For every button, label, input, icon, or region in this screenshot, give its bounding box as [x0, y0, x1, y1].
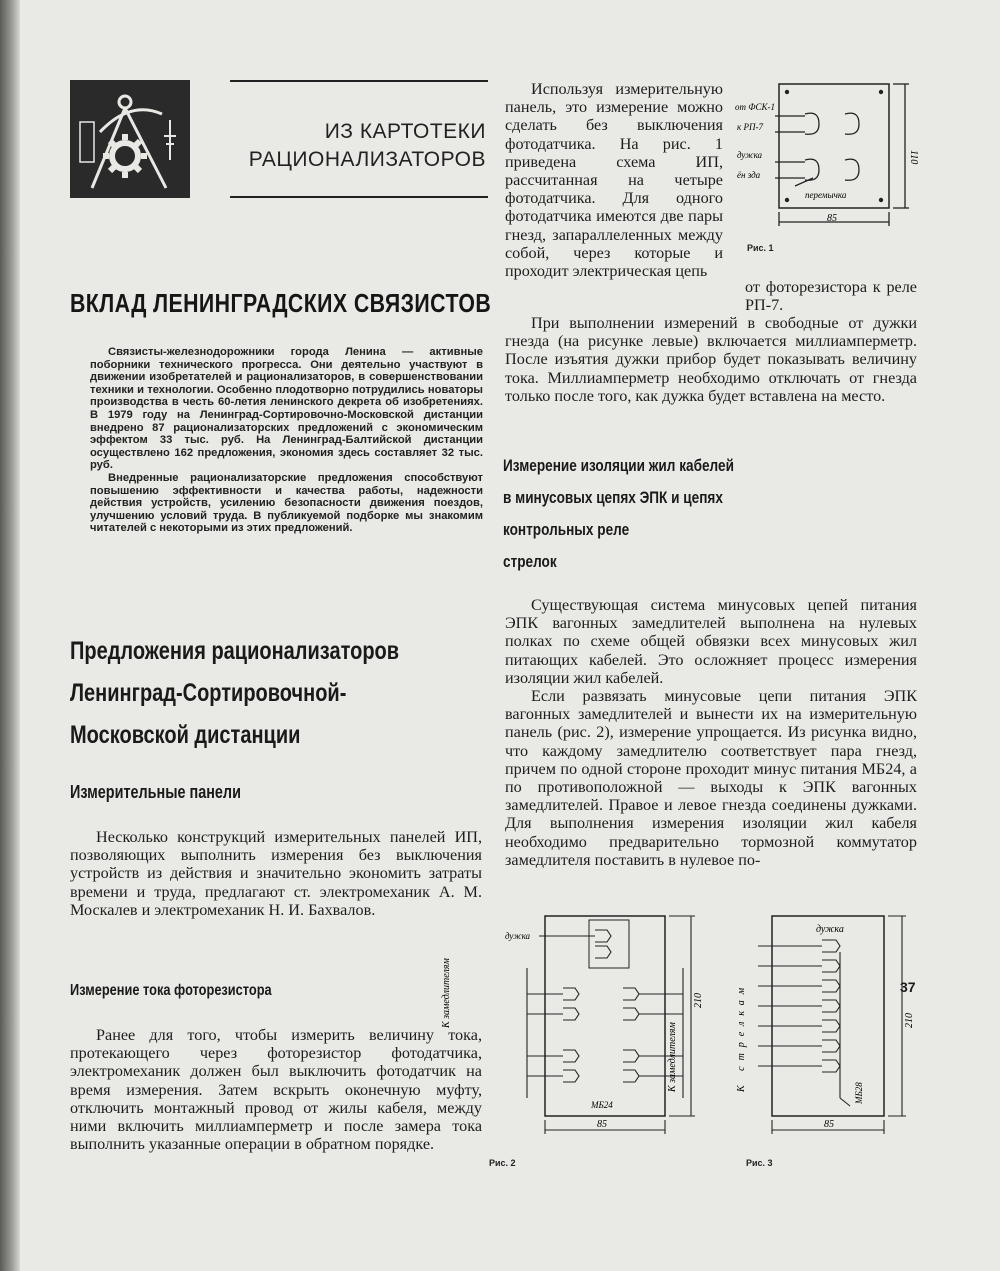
col2-paragraph-1: Используя измерительную панель, это измерение можно сделать без выключения фотодатчика. На рис. 1 приведена схема ИП, рассчитанная на четыре фотодатчика. Для одного фотодатчика имеются две пары гнезд, запараллеленных между собой, через которые и проходит электрическая цепь [505, 80, 723, 281]
fig1-label-dugka: дужка [737, 150, 763, 160]
figure-2-caption: Рис. 2 [489, 1158, 516, 1168]
figure-1-diagram [735, 80, 917, 240]
fig2-width-dimension: 85 [597, 1119, 607, 1130]
panels-paragraph: Несколько конструкций измерительных панелей ИП, позволяющих выполнить измерения без выключения устройств из действия и значительно экономить затраты времени и труда, предлагают ст. электромеханик А. М. Москалев и электромеханик Н. И. Бахвалов. [70, 828, 482, 919]
fig2-label-dugka: дужка [505, 931, 531, 941]
col2-paragraph-1-end: от фоторезистора к реле РП-7. [745, 278, 917, 315]
fig2-label-mb24: МБ24 [591, 1100, 613, 1110]
insulation-body [505, 596, 917, 869]
fig1-label-jumper: перемычка [805, 190, 847, 200]
header-rule-bottom [230, 196, 488, 198]
photoresistor-body [70, 1026, 482, 1153]
lead-paragraph-2: Внедренные рационализаторские предложения способствуют повышению эффективности и качества работы, надежности действия устройств, усилению безопасности движения поездов, улучшению условий труда. В публикуемой подборке мы знакомим читателей с некоторыми из этих предложений. [90, 471, 483, 535]
series-heading [230, 118, 486, 174]
subheading-photoresistor: Измерение тока фоторезистора [70, 982, 272, 999]
fig3-height-dimension: 210 [904, 1013, 915, 1028]
fig1-label-from-fsk: от ФСК-1 [735, 102, 775, 112]
insulation-paragraph-2: Если развязать минусовые цепи питания ЭПК вагонных замедлителей и вынести их на измерительную панель (рис. 2), измерение упрощается. Из рисунка видно, что каждому замедлителю соответствует пара гнезд, причем по одной стороне проходит минус питания МБ24, а по противоположной — выходы к ЭПК вагонных замедлителей. Правое и левое гнезда соединены дужками. Для выполнения измерения изоляции жил кабеля необходимо предварительно тормозной коммутатор замедлителя поставить в нулевое по- [505, 687, 917, 869]
figure-3-caption: Рис. 3 [746, 1158, 773, 1168]
figure-1-caption: Рис. 1 [747, 243, 774, 253]
fig3-label-mb28: МБ28 [854, 1082, 864, 1104]
fig1-width-dimension: 85 [827, 213, 837, 224]
figure-2-diagram [441, 908, 705, 1143]
col2-continuation-wrap [505, 278, 917, 314]
fig1-height-dimension: 110 [908, 150, 919, 165]
col2-paragraph-2-wrap [505, 314, 917, 405]
fig2-label-right: К замедлителям [667, 1022, 678, 1092]
fig1-label-to-rp7: к РП-7 [737, 122, 763, 132]
fig2-height-dimension: 210 [693, 993, 704, 1008]
figure-1 [735, 80, 917, 245]
panels-body [70, 828, 482, 919]
insulation-title-line-4: стрелок [503, 552, 557, 571]
subheading-panels: Измерительные панели [70, 782, 241, 802]
insulation-title-line-1: Измерение изоляции жил кабелей [503, 456, 734, 475]
fig1-label-zda: ён зда [737, 170, 761, 180]
fig2-label-left: К замедлителям [441, 958, 452, 1028]
photoresistor-paragraph: Ранее для того, чтобы измерить величину тока, протекающего через фоторезистор фотодатчика, электромеханик должен был выключить фотодатчик на время измерения. Затем вскрыть оконечную муфту, отключить монтажный провод от жилы кабеля, между ними включить миллиамперметр и после замера тока выполнить указанные операции в обратном порядке. [70, 1026, 482, 1154]
insulation-paragraph-1: Существующая система минусовых цепей питания ЭПК вагонных замедлителей выполнена на нулевых полках по схеме общей обвязки всех минусовых жил питающих кабелей. Это осложняет процесс измерения изоляции жил кабелей. [505, 596, 917, 687]
lead-paragraph-1: Связисты-железнодорожники города Ленина — активные поборники технического прогресса. Они деятельно участвуют в движении изобретателей и рационализаторов, в совершенствовании техники и технологии. Особенно плодотворно потрудились новаторы производства в честь 60-летия ленинского декрета об изобретениях. В 1979 году на Ленинград-Сортировочно-Московской дистанции внедрено 87 рационализаторских предложений с экономическим эффектом 33 тыс. руб. На Ленинград-Балтийской дистанции осуществлено 162 предложения, экономия здесь составляет 32 тыс. руб. [90, 346, 483, 472]
article-lead [90, 346, 483, 535]
insulation-title-line-2: в минусовых цепях ЭПК и цепях [503, 488, 723, 507]
series-heading-line1: ИЗ КАРТОТЕКИ [324, 120, 486, 143]
col2-paragraph-2: При выполнении измерений в свободные от дужки гнезда (на рисунке левые) включается миллиамперметр. После изъятия дужки прибор будет показывать величину тока. Миллиамперметр необходимо отключать от гнезда только после того, как дужка будет вставлена на место. [505, 314, 917, 405]
figure-2 [441, 908, 705, 1148]
page-spine-shadow [0, 0, 20, 1271]
fig3-label-left: К стрелкам [736, 981, 747, 1092]
fig3-label-dugka: дужка [816, 924, 844, 935]
section-title: Предложения рационализаторов Ленинград-Сортировочной-Московской дистанции [70, 637, 400, 749]
fig3-width-dimension: 85 [824, 1119, 834, 1130]
figure-3 [730, 912, 920, 1147]
header-rule-top [230, 80, 488, 82]
series-heading-line2: РАЦИОНАЛИЗАТОРОВ [248, 148, 486, 171]
figure-3-diagram [730, 912, 920, 1142]
page-number: 37 [900, 979, 916, 995]
rationalizers-logo [70, 80, 190, 198]
article-title: ВКЛАД ЛЕНИНГРАДСКИХ СВЯЗИСТОВ [70, 288, 492, 318]
insulation-title-line-3: контрольных реле [503, 520, 630, 539]
col2-paragraph-1-wrap [505, 80, 723, 280]
